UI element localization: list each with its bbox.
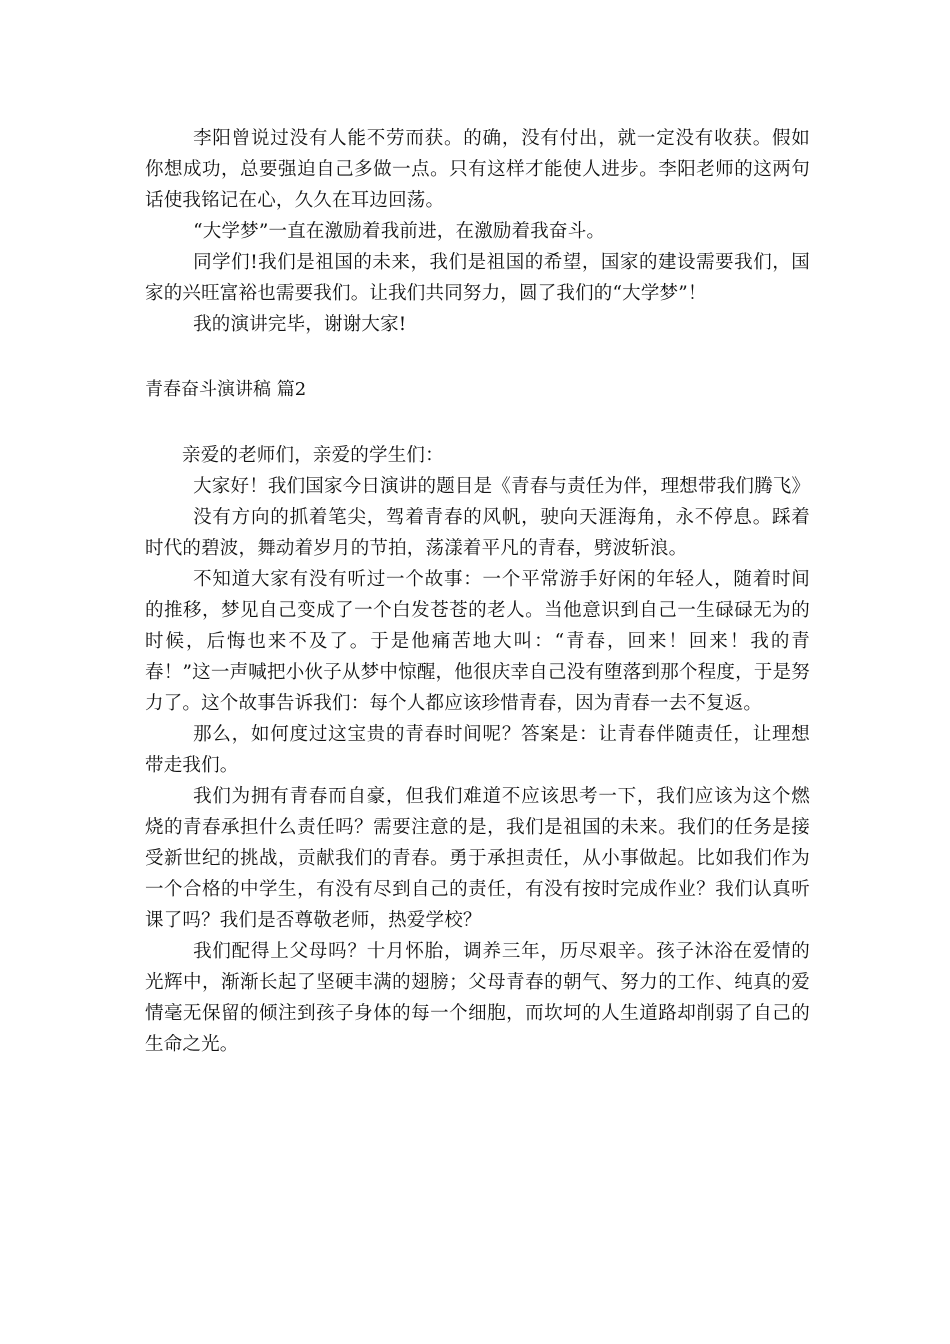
paragraph: 不知道大家有没有听过一个故事：一个平常游手好闲的年轻人，随着时间的推移，梦见自己变成了一个白发苍苍的老人。当他意识到自己一生碌碌无为的时候，后悔也来不及了。于是他痛苦地大叫：“青春，回来！回来！我的青春！”这一声喊把小伙子从梦中惊醒，他很庆幸自己没有堕落到那个程度，于是努力了。这个故事告诉我们：每个人都应该珍惜青春，因为青春一去不复返。	[145, 569, 810, 714]
paragraph: 没有方向的抓着笔尖，驾着青春的风帆，驶向天涯海角，永不停息。踩着时代的碧波，舞动着岁月的节拍，荡漾着平凡的青春，劈波斩浪。	[145, 507, 810, 559]
section-title: 青春奋斗演讲稿 篇2	[145, 379, 307, 400]
paragraph: 同学们!我们是祖国的未来，我们是祖国的希望，国家的建设需要我们，国家的兴旺富裕也需要我们。让我们共同努力，圆了我们的“大学梦”！	[145, 252, 810, 304]
speech-part-one	[145, 123, 810, 340]
speech-part-two	[145, 440, 810, 1060]
paragraph: 大家好！我们国家今日演讲的题目是《青春与责任为伴，理想带我们腾飞》	[193, 476, 811, 497]
paragraph: “大学梦”一直在激励着我前进，在激励着我奋斗。	[193, 221, 606, 242]
paragraph: 李阳曾说过没有人能不劳而获。的确，没有付出，就一定没有收获。假如你想成功，总要强迫自己多做一点。只有这样才能使人进步。李阳老师的这两句话使我铭记在心，久久在耳边回荡。	[145, 128, 810, 211]
paragraph: 我们配得上父母吗？十月怀胎，调养三年，历尽艰辛。孩子沐浴在爱情的光辉中，渐渐长起了坚硬丰满的翅膀；父母青春的朝气、努力的工作、纯真的爱情毫无保留的倾注到孩子身体的每一个细胞，而坎坷的人生道路却削弱了自己的生命之光。	[145, 941, 810, 1055]
paragraph: 那么，如何度过这宝贵的青春时间呢？答案是：让青春伴随责任，让理想带走我们。	[145, 724, 810, 776]
paragraph: 我的演讲完毕，谢谢大家!	[193, 314, 407, 335]
paragraph: 我们为拥有青春而自豪，但我们难道不应该思考一下，我们应该为这个燃烧的青春承担什么责任吗？需要注意的是，我们是祖国的未来。我们的任务是接受新世纪的挑战，贡献我们的青春。勇于承担责任，从小事做起。比如我们作为一个合格的中学生，有没有尽到自己的责任，有没有按时完成作业？我们认真听课了吗？我们是否尊敬老师，热爱学校？	[145, 786, 810, 931]
greeting: 亲爱的老师们，亲爱的学生们：	[182, 445, 444, 466]
